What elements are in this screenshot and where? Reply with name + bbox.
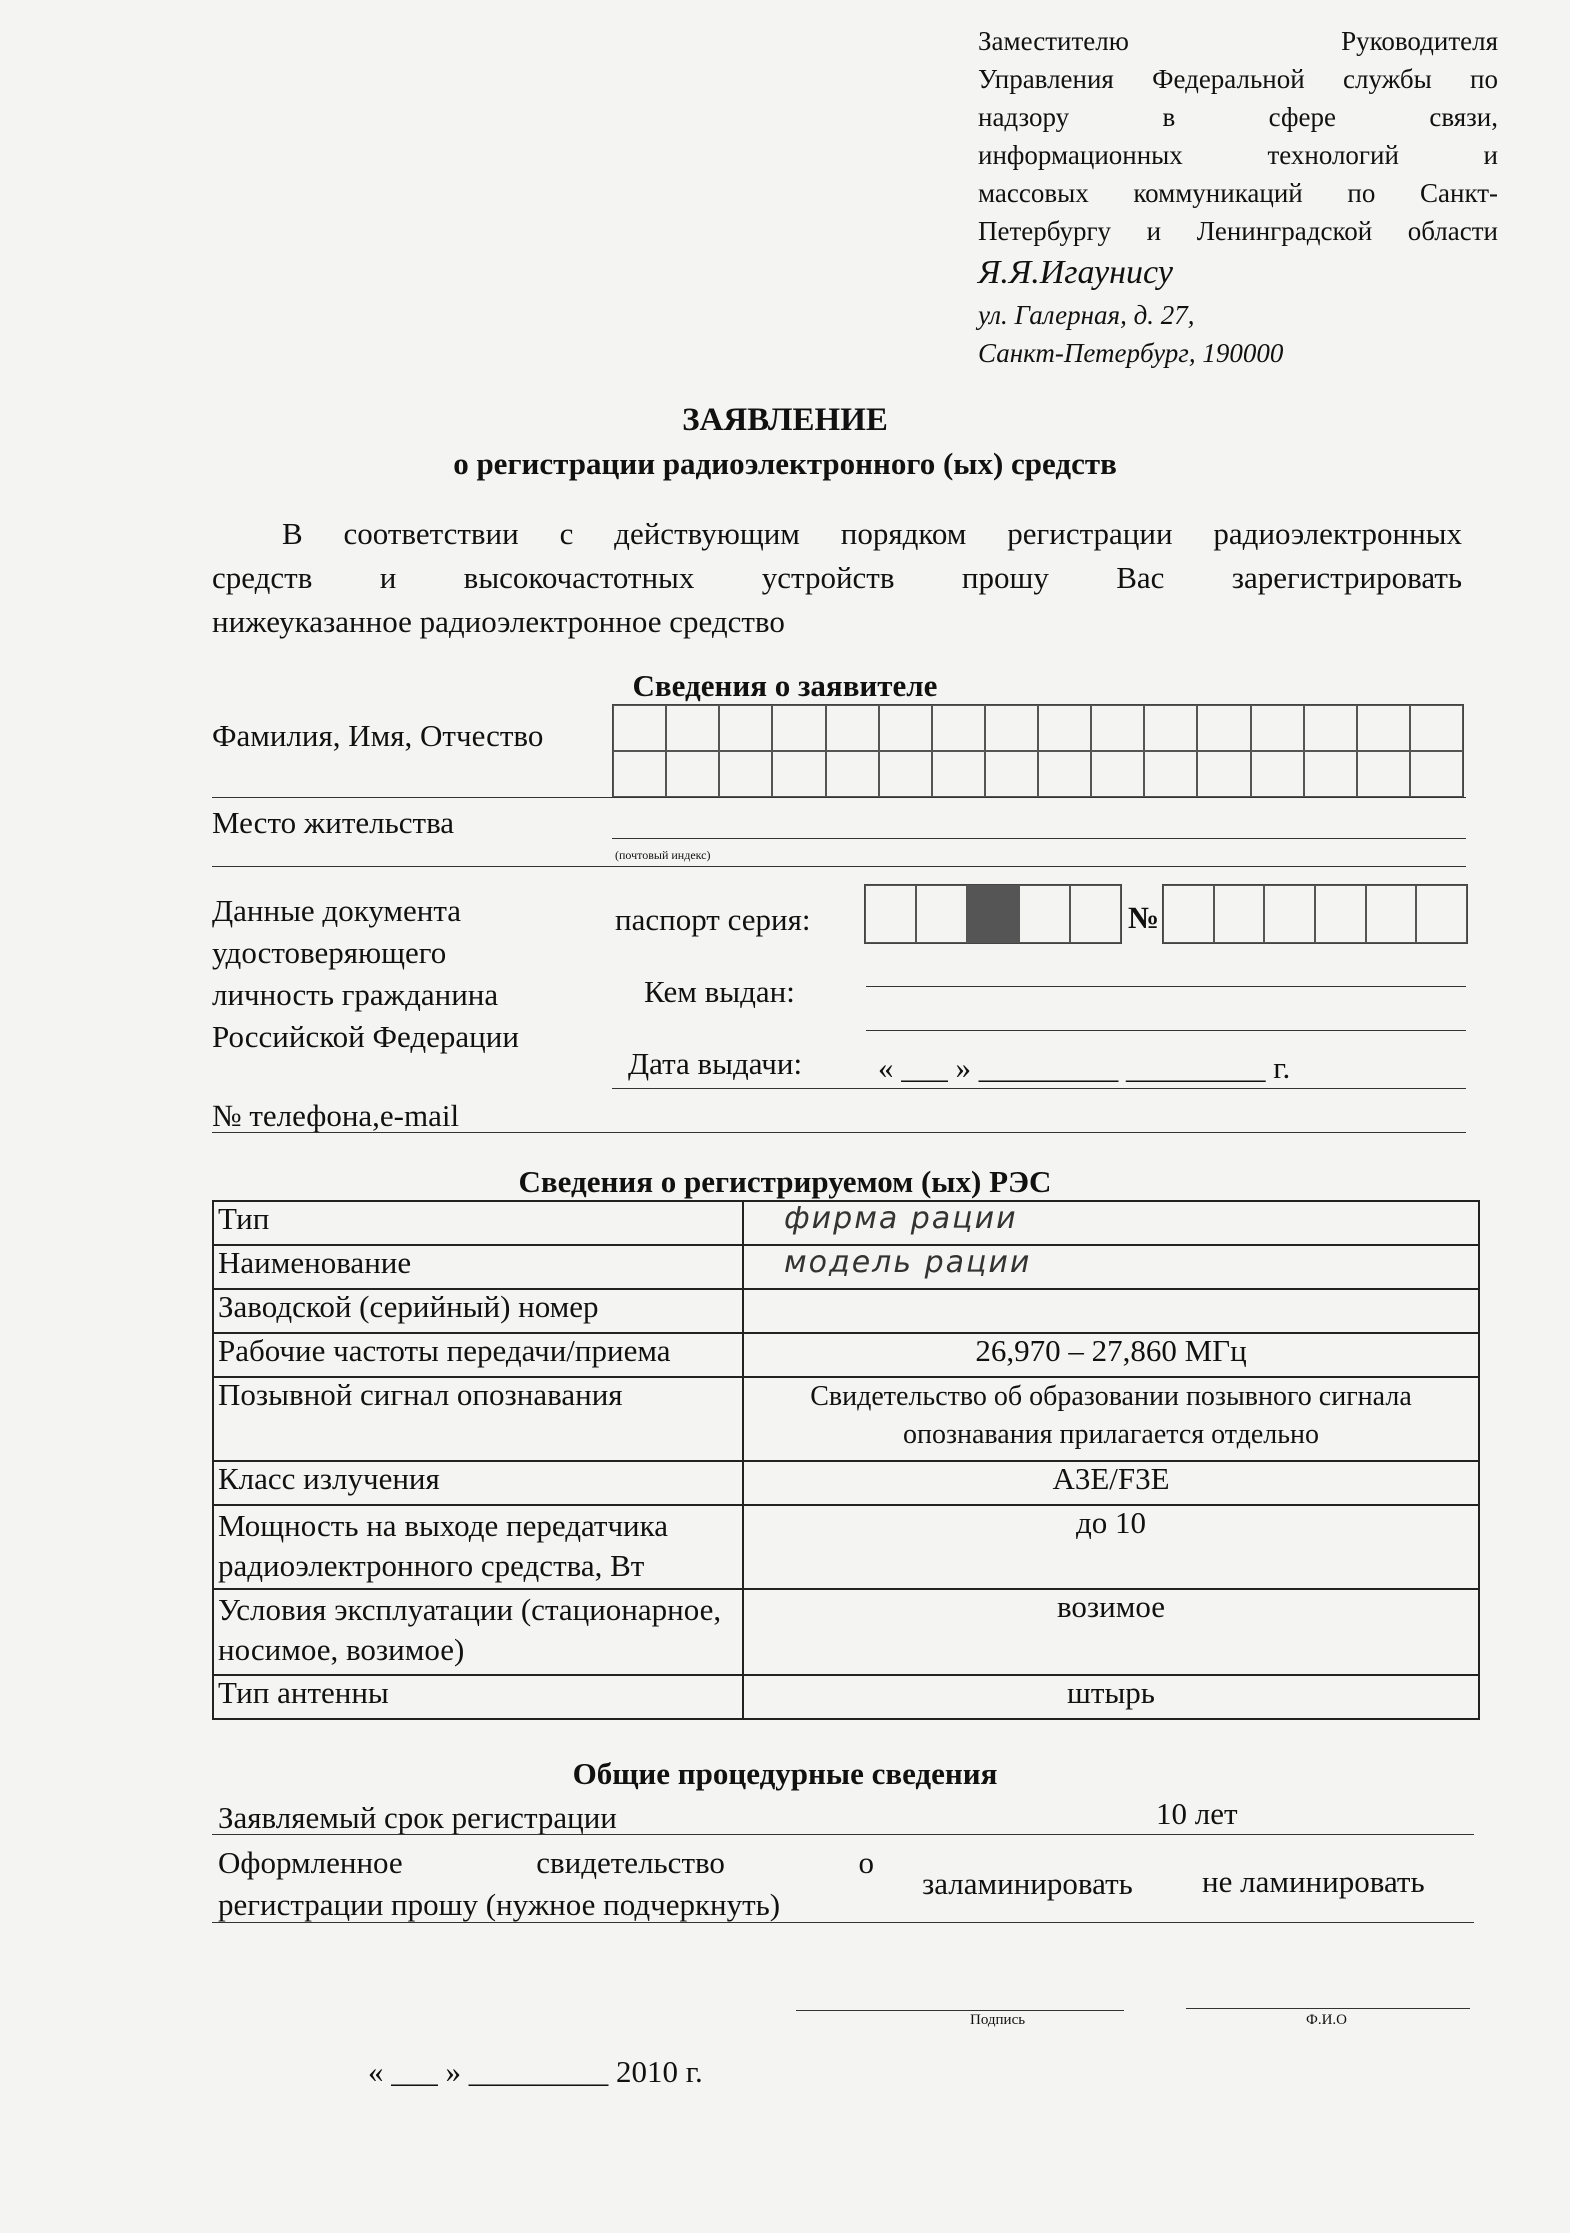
fio-grid[interactable] <box>612 704 1464 798</box>
issued-by-field-2[interactable] <box>866 1030 1466 1031</box>
document-label <box>212 890 519 1058</box>
res-label-name: Наименование <box>213 1245 743 1289</box>
addressee-line: Петербургу и Ленинградской области <box>978 216 1498 246</box>
residence-field[interactable] <box>612 838 1466 839</box>
residence-label: Место жительства <box>212 805 455 840</box>
intro-line: нижеуказанное радиоэлектронное средство <box>212 604 785 639</box>
issue-date-field[interactable]: « ___ » _________ _________ г. <box>878 1050 1291 1085</box>
table-row <box>213 1289 1479 1333</box>
res-value-type[interactable]: фирма рации <box>743 1201 1479 1245</box>
res-value-power: до 10 <box>743 1505 1479 1589</box>
document-title: ЗАЯВЛЕНИЕ <box>682 402 888 438</box>
addressee-name: Я.Я.Игаунису <box>978 254 1173 291</box>
divider <box>212 1834 1474 1835</box>
res-label-power: Мощность на выходе передатчика радиоэлектронного средства, Вт <box>213 1505 743 1589</box>
certificate-label-line: регистрации прошу (нужное подчеркнуть) <box>218 1887 781 1922</box>
document-label-line: удостоверяющего <box>212 935 447 970</box>
certificate-label-line: Оформленное свидетельство о <box>218 1845 874 1880</box>
term-label: Заявляемый срок регистрации <box>218 1800 617 1835</box>
addressee-line: информационных технологий и <box>978 140 1498 170</box>
table-row <box>213 1675 1479 1719</box>
res-label-conditions: Условия эксплуатации (стационарное, носимое, возимое) <box>213 1589 743 1675</box>
term-value: 10 лет <box>1156 1796 1238 1831</box>
table-row <box>213 1461 1479 1505</box>
res-heading: Сведения о регистрируемом (ых) РЭС <box>518 1164 1052 1199</box>
postal-hint: (почтовый индекс) <box>615 848 711 862</box>
signature-label: Подпись <box>970 2012 1026 2028</box>
res-value-frequency: 26,970 – 27,860 МГц <box>743 1333 1479 1377</box>
passport-series-grid[interactable] <box>864 884 1122 944</box>
phone-label: № телефона,e-mail <box>212 1098 460 1133</box>
table-row <box>213 1505 1479 1589</box>
res-label-frequency: Рабочие частоты передачи/приема <box>213 1333 743 1377</box>
number-sign: № <box>1128 900 1160 935</box>
addressee-line: надзору в сфере связи, <box>978 102 1498 132</box>
intro-line: В соответствии с действующим порядком регистрации радиоэлектронных <box>282 516 1462 551</box>
issue-date-label: Дата выдачи: <box>628 1046 803 1081</box>
certificate-label <box>218 1842 874 1926</box>
table-row <box>213 1245 1479 1289</box>
divider <box>212 797 1466 798</box>
addressee-street: ул. Галерная, д. 27, <box>978 300 1195 330</box>
signature-field[interactable] <box>796 2010 1124 2011</box>
document-label-line: Данные документа <box>212 893 462 928</box>
fio-sign-field[interactable] <box>1186 2008 1470 2009</box>
addressee-city: Санкт-Петербург, 190000 <box>978 338 1284 368</box>
res-value-conditions: возимое <box>743 1589 1479 1675</box>
divider <box>612 1088 1466 1089</box>
applicant-heading: Сведения о заявителе <box>632 668 938 703</box>
intro-line: средств и высокочастотных устройств прошу Вас зарегистрировать <box>212 560 1462 595</box>
res-label-callsign: Позывной сигнал опознавания <box>213 1377 743 1461</box>
addressee-block <box>978 22 1498 372</box>
signature-date[interactable]: « ___ » _________ 2010 г. <box>368 2054 703 2089</box>
passport-number-grid[interactable] <box>1162 884 1468 944</box>
divider <box>212 1922 1474 1923</box>
table-row <box>213 1333 1479 1377</box>
passport-series-label: паспорт серия: <box>615 902 811 937</box>
res-label-antenna: Тип антенны <box>213 1675 743 1719</box>
addressee-line: Заместителю Руководителя <box>978 26 1498 56</box>
res-value-antenna: штырь <box>743 1675 1479 1719</box>
res-value-serial[interactable] <box>743 1289 1479 1333</box>
res-table <box>212 1200 1480 1720</box>
procedure-heading: Общие процедурные сведения <box>572 1756 998 1791</box>
fio-label: Фамилия, Имя, Отчество <box>212 718 544 753</box>
issued-by-field[interactable] <box>866 986 1466 987</box>
res-label-emission: Класс излучения <box>213 1461 743 1505</box>
addressee-line: Управления Федеральной службы по <box>978 64 1498 94</box>
fio-sign-label: Ф.И.О <box>1306 2012 1348 2028</box>
document-label-line: личность гражданина <box>212 977 499 1012</box>
res-value-name[interactable]: модель рации <box>743 1245 1479 1289</box>
option-laminate[interactable]: заламинировать <box>922 1866 1133 1901</box>
res-label-type: Тип <box>213 1201 743 1245</box>
document-subtitle: о регистрации радиоэлектронного (ых) средств <box>453 446 1117 481</box>
document-label-line: Российской Федерации <box>212 1019 519 1054</box>
addressee-line: массовых коммуникаций по Санкт- <box>978 178 1498 208</box>
table-row <box>213 1589 1479 1675</box>
res-label-serial: Заводской (серийный) номер <box>213 1289 743 1333</box>
res-value-callsign: Свидетельство об образовании позывного сигнала опознавания прилагается отдельно <box>743 1377 1479 1461</box>
res-value-emission: A3E/F3E <box>743 1461 1479 1505</box>
divider <box>212 866 1466 867</box>
intro-paragraph <box>212 512 1462 644</box>
table-row <box>213 1377 1479 1461</box>
table-row <box>213 1201 1479 1245</box>
option-no-laminate[interactable]: не ламинировать <box>1202 1864 1425 1899</box>
phone-field[interactable] <box>212 1132 1466 1133</box>
issued-by-label: Кем выдан: <box>644 974 795 1009</box>
